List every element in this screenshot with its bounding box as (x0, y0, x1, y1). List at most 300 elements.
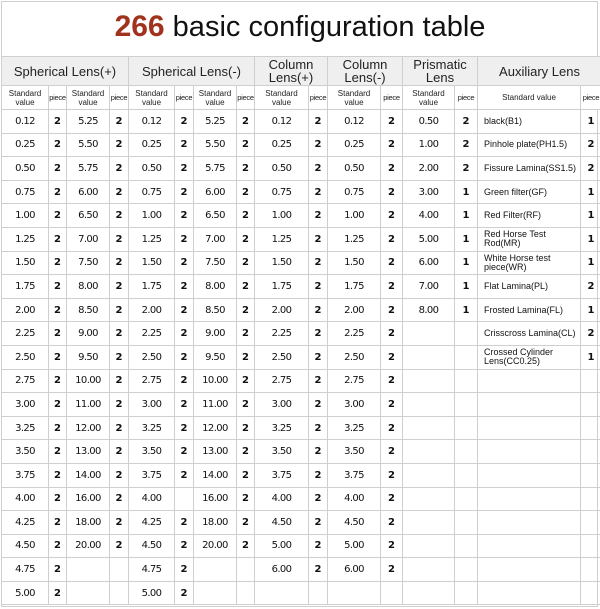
piece-cell: 2 (49, 416, 67, 440)
piece-cell: 1 (455, 275, 478, 299)
standard-value-cell: 2.50 (2, 345, 49, 369)
table-row (2, 180, 600, 204)
standard-value-cell: 3.75 (328, 463, 381, 487)
standard-value-cell: 4.00 (129, 487, 175, 511)
piece-cell: 2 (175, 511, 194, 535)
standard-value-cell: 4.00 (328, 487, 381, 511)
standard-value-cell: 0.75 (328, 180, 381, 204)
piece-cell: 2 (381, 157, 403, 181)
piece-cell: 2 (175, 157, 194, 181)
standard-value-cell: 5.00 (255, 534, 309, 558)
piece-cell (581, 534, 600, 558)
table-row (2, 345, 600, 369)
piece-cell: 2 (49, 251, 67, 275)
piece-cell (455, 440, 478, 464)
piece-cell: 1 (581, 180, 600, 204)
standard-value-cell (403, 558, 455, 582)
standard-value-cell (403, 511, 455, 535)
piece-cell: 1 (455, 251, 478, 275)
piece-cell: 2 (237, 487, 255, 511)
piece-cell: 2 (381, 322, 403, 346)
piece-cell: 2 (175, 110, 194, 134)
standard-value-cell: 1.50 (129, 251, 175, 275)
table-row (2, 487, 600, 511)
standard-value-cell: 4.75 (129, 558, 175, 582)
piece-cell (581, 369, 600, 393)
piece-cell: 2 (175, 369, 194, 393)
standard-value-cell: 7.50 (194, 251, 237, 275)
piece-cell: 2 (110, 180, 129, 204)
piece-cell: 2 (309, 322, 328, 346)
piece-cell: 2 (175, 180, 194, 204)
table-row (2, 110, 600, 134)
piece-cell: 2 (455, 133, 478, 157)
piece-cell: 2 (381, 487, 403, 511)
piece-cell: 2 (309, 298, 328, 322)
standard-value-cell: 5.75 (194, 157, 237, 181)
standard-value-cell: 5.00 (403, 227, 455, 251)
auxiliary-lens-cell: Flat Lamina(PL) (478, 275, 581, 299)
standard-value-cell: 6.50 (194, 204, 237, 228)
piece-cell: 2 (381, 558, 403, 582)
piece-cell: 2 (175, 275, 194, 299)
piece-cell (581, 463, 600, 487)
standard-value-cell: 2.00 (129, 298, 175, 322)
piece-cell: 2 (309, 157, 328, 181)
auxiliary-lens-cell: black(B1) (478, 110, 581, 134)
standard-value-cell: 0.50 (403, 110, 455, 134)
piece-cell: 1 (581, 298, 600, 322)
auxiliary-lens-cell: White Horse test piece(WR) (478, 251, 581, 275)
piece-cell: 2 (49, 369, 67, 393)
piece-cell (455, 463, 478, 487)
table-row (2, 581, 600, 605)
auxiliary-lens-cell: Crossed Cylinder Lens(CC0.25) (478, 345, 581, 369)
piece-cell: 2 (175, 345, 194, 369)
standard-value-cell: 1.00 (255, 204, 309, 228)
standard-value-header: Standard value (255, 86, 309, 110)
piece-cell: 2 (237, 180, 255, 204)
standard-value-header: Standard value (403, 86, 455, 110)
table-row (2, 322, 600, 346)
piece-cell: 2 (237, 369, 255, 393)
standard-value-cell (67, 581, 110, 605)
auxiliary-lens-cell (478, 369, 581, 393)
standard-value-cell: 3.00 (2, 393, 49, 417)
piece-cell: 2 (237, 251, 255, 275)
piece-cell: 2 (110, 227, 129, 251)
standard-value-cell: 0.75 (255, 180, 309, 204)
piece-cell (581, 558, 600, 582)
piece-cell: 2 (237, 133, 255, 157)
table-body (2, 110, 600, 605)
standard-value-cell: 1.00 (328, 204, 381, 228)
piece-cell (581, 581, 600, 605)
piece-cell: 2 (110, 416, 129, 440)
piece-cell: 2 (175, 227, 194, 251)
standard-value-cell: 13.00 (67, 440, 110, 464)
piece-cell: 2 (49, 345, 67, 369)
piece-cell: 2 (309, 227, 328, 251)
piece-cell: 2 (49, 133, 67, 157)
standard-value-cell: 14.00 (194, 463, 237, 487)
piece-cell: 2 (581, 157, 600, 181)
standard-value-cell: 1.25 (129, 227, 175, 251)
table-row (2, 534, 600, 558)
piece-cell: 2 (455, 110, 478, 134)
standard-value-cell: 2.00 (2, 298, 49, 322)
standard-value-cell: 8.50 (67, 298, 110, 322)
standard-value-cell: 2.25 (255, 322, 309, 346)
table-row (2, 393, 600, 417)
piece-cell (455, 369, 478, 393)
standard-value-cell: 1.75 (255, 275, 309, 299)
piece-cell: 2 (309, 463, 328, 487)
standard-value-cell: 2.75 (129, 369, 175, 393)
standard-value-cell (403, 534, 455, 558)
piece-cell: 2 (49, 298, 67, 322)
standard-value-cell: 2.25 (2, 322, 49, 346)
standard-value-cell: 16.00 (67, 487, 110, 511)
standard-value-header: Standard value (478, 86, 581, 110)
piece-cell: 2 (237, 227, 255, 251)
piece-cell: 2 (237, 157, 255, 181)
piece-cell: 2 (110, 369, 129, 393)
piece-cell: 2 (309, 275, 328, 299)
standard-value-header: Standard value (67, 86, 110, 110)
piece-cell: 2 (175, 322, 194, 346)
auxiliary-lens-cell (478, 581, 581, 605)
standard-value-cell: 6.50 (67, 204, 110, 228)
piece-cell: 2 (381, 416, 403, 440)
standard-value-cell: 4.00 (255, 487, 309, 511)
piece-cell (110, 558, 129, 582)
standard-value-cell: 3.50 (129, 440, 175, 464)
piece-cell: 2 (175, 558, 194, 582)
standard-value-cell (328, 581, 381, 605)
piece-cell: 2 (381, 463, 403, 487)
standard-value-cell (67, 558, 110, 582)
title-number: 266 (114, 10, 165, 43)
configuration-table (1, 56, 600, 605)
piece-cell: 2 (49, 110, 67, 134)
standard-value-cell (403, 393, 455, 417)
group-header: Spherical Lens(-) (129, 57, 255, 86)
piece-cell: 2 (49, 581, 67, 605)
auxiliary-lens-cell: Red Horse Test Rod(MR) (478, 227, 581, 251)
standard-value-cell: 0.75 (2, 180, 49, 204)
standard-value-cell: 3.00 (255, 393, 309, 417)
piece-cell: 2 (110, 534, 129, 558)
auxiliary-lens-cell: Crisscross Lamina(CL) (478, 322, 581, 346)
standard-value-cell: 1.75 (2, 275, 49, 299)
piece-cell: 2 (110, 463, 129, 487)
piece-cell: 2 (175, 298, 194, 322)
piece-cell: 1 (581, 204, 600, 228)
piece-cell: 2 (381, 369, 403, 393)
piece-cell: 2 (309, 110, 328, 134)
piece-cell (237, 558, 255, 582)
piece-cell (455, 534, 478, 558)
standard-value-cell: 3.75 (129, 463, 175, 487)
standard-value-cell: 3.50 (328, 440, 381, 464)
standard-value-cell: 4.50 (129, 534, 175, 558)
piece-cell: 2 (309, 487, 328, 511)
standard-value-cell: 0.50 (2, 157, 49, 181)
table-row (2, 157, 600, 181)
standard-value-cell: 11.00 (194, 393, 237, 417)
piece-cell: 1 (581, 110, 600, 134)
piece-header: piece (581, 86, 600, 110)
standard-value-cell: 5.75 (67, 157, 110, 181)
standard-value-cell: 2.75 (328, 369, 381, 393)
auxiliary-lens-cell (478, 463, 581, 487)
piece-cell: 2 (381, 345, 403, 369)
piece-cell: 2 (49, 204, 67, 228)
standard-value-cell: 5.50 (67, 133, 110, 157)
standard-value-cell: 6.00 (328, 558, 381, 582)
piece-cell: 2 (309, 393, 328, 417)
standard-value-cell (194, 558, 237, 582)
standard-value-cell: 3.75 (2, 463, 49, 487)
standard-value-cell: 0.50 (255, 157, 309, 181)
standard-value-cell: 0.12 (129, 110, 175, 134)
standard-value-cell: 9.00 (67, 322, 110, 346)
piece-cell: 2 (49, 463, 67, 487)
standard-value-cell: 2.00 (255, 298, 309, 322)
standard-value-cell: 5.25 (194, 110, 237, 134)
auxiliary-lens-cell: Green filter(GF) (478, 180, 581, 204)
standard-value-cell: 5.25 (67, 110, 110, 134)
piece-cell: 2 (110, 110, 129, 134)
table-row (2, 204, 600, 228)
standard-value-cell: 2.75 (2, 369, 49, 393)
table-row (2, 227, 600, 251)
group-header: Auxiliary Lens (478, 57, 600, 86)
standard-value-cell: 2.50 (129, 345, 175, 369)
standard-value-cell: 3.25 (255, 416, 309, 440)
piece-cell: 2 (309, 180, 328, 204)
piece-cell (455, 511, 478, 535)
standard-value-cell: 20.00 (194, 534, 237, 558)
piece-cell: 2 (237, 204, 255, 228)
standard-value-cell: 5.00 (129, 581, 175, 605)
table-row (2, 133, 600, 157)
piece-cell: 2 (381, 298, 403, 322)
piece-cell: 2 (381, 204, 403, 228)
piece-header: piece (309, 86, 328, 110)
standard-value-cell: 8.00 (403, 298, 455, 322)
piece-cell: 2 (49, 275, 67, 299)
standard-value-cell: 6.00 (255, 558, 309, 582)
piece-cell: 2 (49, 511, 67, 535)
piece-header: piece (237, 86, 255, 110)
standard-value-cell: 1.75 (129, 275, 175, 299)
standard-value-cell: 3.25 (328, 416, 381, 440)
standard-value-cell: 4.00 (2, 487, 49, 511)
piece-cell: 2 (175, 251, 194, 275)
piece-cell: 2 (309, 534, 328, 558)
piece-cell: 2 (49, 157, 67, 181)
piece-cell: 2 (49, 534, 67, 558)
standard-value-cell: 1.00 (129, 204, 175, 228)
piece-cell: 2 (49, 180, 67, 204)
standard-value-cell: 2.50 (255, 345, 309, 369)
piece-cell: 2 (581, 133, 600, 157)
piece-cell (455, 558, 478, 582)
piece-header: piece (175, 86, 194, 110)
standard-value-cell (255, 581, 309, 605)
standard-value-cell: 1.00 (403, 133, 455, 157)
piece-cell: 2 (381, 511, 403, 535)
standard-value-cell (403, 369, 455, 393)
standard-value-cell: 13.00 (194, 440, 237, 464)
piece-cell: 1 (581, 227, 600, 251)
piece-cell: 2 (49, 487, 67, 511)
piece-cell (110, 581, 129, 605)
piece-cell (455, 345, 478, 369)
standard-value-cell: 7.00 (403, 275, 455, 299)
auxiliary-lens-cell (478, 393, 581, 417)
standard-value-cell: 0.25 (2, 133, 49, 157)
piece-cell: 2 (381, 275, 403, 299)
standard-value-cell (403, 345, 455, 369)
piece-cell: 2 (110, 511, 129, 535)
standard-value-cell: 11.00 (67, 393, 110, 417)
piece-cell: 2 (237, 298, 255, 322)
piece-cell: 2 (237, 463, 255, 487)
standard-value-cell: 6.00 (194, 180, 237, 204)
standard-value-cell: 9.00 (194, 322, 237, 346)
group-header: Prismatic Lens (403, 57, 478, 86)
standard-value-header: Standard value (129, 86, 175, 110)
standard-value-cell: 0.25 (328, 133, 381, 157)
piece-cell: 2 (237, 345, 255, 369)
standard-value-cell: 3.00 (328, 393, 381, 417)
standard-value-cell: 1.50 (255, 251, 309, 275)
standard-value-cell: 4.25 (2, 511, 49, 535)
standard-value-cell (403, 581, 455, 605)
piece-cell: 2 (237, 110, 255, 134)
table-row (2, 275, 600, 299)
piece-cell: 2 (309, 133, 328, 157)
standard-value-cell: 2.50 (328, 345, 381, 369)
piece-cell: 2 (381, 440, 403, 464)
group-header-row (2, 57, 600, 86)
piece-cell: 2 (110, 440, 129, 464)
standard-value-cell: 2.00 (328, 298, 381, 322)
group-header: Spherical Lens(+) (2, 57, 129, 86)
standard-value-cell: 4.50 (255, 511, 309, 535)
standard-value-header: Standard value (2, 86, 49, 110)
piece-cell (581, 440, 600, 464)
standard-value-cell: 6.00 (67, 180, 110, 204)
standard-value-cell: 5.00 (328, 534, 381, 558)
piece-cell: 2 (175, 416, 194, 440)
piece-cell: 2 (175, 393, 194, 417)
standard-value-cell: 2.25 (129, 322, 175, 346)
standard-value-cell: 3.25 (129, 416, 175, 440)
piece-cell: 2 (175, 581, 194, 605)
standard-value-cell: 7.50 (67, 251, 110, 275)
standard-value-cell: 4.50 (328, 511, 381, 535)
standard-value-cell: 0.12 (2, 110, 49, 134)
piece-cell: 2 (110, 298, 129, 322)
standard-value-cell: 1.75 (328, 275, 381, 299)
piece-cell: 2 (237, 275, 255, 299)
piece-cell: 2 (175, 133, 194, 157)
standard-value-cell: 4.50 (2, 534, 49, 558)
auxiliary-lens-cell (478, 440, 581, 464)
standard-value-cell: 7.00 (67, 227, 110, 251)
auxiliary-lens-cell (478, 487, 581, 511)
piece-cell: 2 (381, 393, 403, 417)
standard-value-cell: 0.75 (129, 180, 175, 204)
standard-value-cell: 8.00 (194, 275, 237, 299)
auxiliary-lens-cell: Frosted Lamina(FL) (478, 298, 581, 322)
piece-cell: 2 (237, 534, 255, 558)
auxiliary-lens-cell (478, 534, 581, 558)
auxiliary-lens-cell (478, 558, 581, 582)
standard-value-cell: 3.25 (2, 416, 49, 440)
piece-cell: 2 (175, 440, 194, 464)
piece-cell: 2 (237, 393, 255, 417)
piece-cell: 2 (309, 511, 328, 535)
standard-value-cell (403, 440, 455, 464)
standard-value-cell: 1.50 (328, 251, 381, 275)
piece-cell: 2 (110, 393, 129, 417)
sub-header-row (2, 86, 600, 110)
standard-value-cell: 9.50 (194, 345, 237, 369)
auxiliary-lens-cell: Red Filter(RF) (478, 204, 581, 228)
standard-value-cell: 20.00 (67, 534, 110, 558)
standard-value-cell: 4.00 (403, 204, 455, 228)
piece-cell (309, 581, 328, 605)
piece-cell: 2 (381, 251, 403, 275)
standard-value-cell: 5.50 (194, 133, 237, 157)
piece-cell: 2 (309, 251, 328, 275)
standard-value-cell: 6.00 (403, 251, 455, 275)
piece-cell: 2 (49, 393, 67, 417)
piece-cell: 2 (309, 440, 328, 464)
standard-value-cell: 3.75 (255, 463, 309, 487)
page-title (0, 0, 600, 56)
standard-value-cell: 2.25 (328, 322, 381, 346)
piece-cell: 2 (381, 180, 403, 204)
auxiliary-lens-cell: Fissure Lamina(SS1.5) (478, 157, 581, 181)
piece-cell: 2 (309, 416, 328, 440)
piece-cell: 1 (581, 251, 600, 275)
piece-cell: 2 (381, 534, 403, 558)
piece-cell (455, 416, 478, 440)
piece-cell: 2 (110, 251, 129, 275)
piece-cell: 2 (110, 157, 129, 181)
table-row (2, 298, 600, 322)
standard-value-cell: 3.00 (403, 180, 455, 204)
piece-header: piece (49, 86, 67, 110)
standard-value-cell: 0.12 (255, 110, 309, 134)
standard-value-cell: 18.00 (194, 511, 237, 535)
piece-cell: 1 (455, 298, 478, 322)
piece-cell (237, 581, 255, 605)
standard-value-header: Standard value (194, 86, 237, 110)
auxiliary-lens-cell (478, 511, 581, 535)
standard-value-cell: 0.25 (255, 133, 309, 157)
piece-cell: 2 (175, 463, 194, 487)
piece-cell: 2 (237, 416, 255, 440)
group-header: Column Lens(-) (328, 57, 403, 86)
piece-cell (175, 487, 194, 511)
